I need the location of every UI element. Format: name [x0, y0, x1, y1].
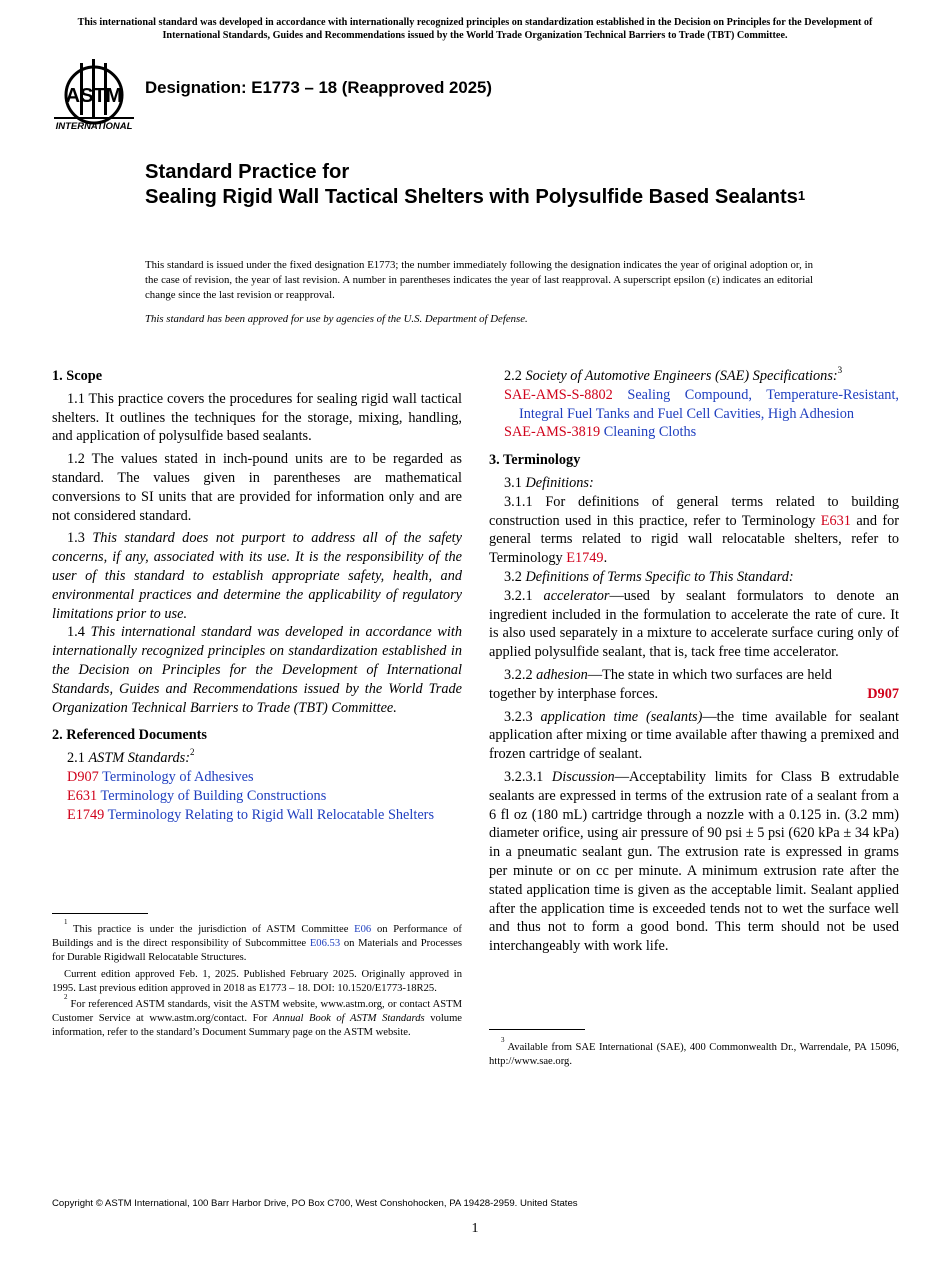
footnote-1 [52, 918, 462, 966]
defined-term: application time (sealants) [540, 708, 703, 725]
para-text: —Acceptability limits for Class B extrudable sealants are expressed in terms of the extrusion rate of a sealant from a 6 fl oz (180 mL) cartridge through a nozzle with a 0.125 in. (3.2 mm) diameter orifice, using air pressure of 90 psi ± 5 psi (620 kPa ± 34 kPa) in a pneumatic sealant gun. The extrusion rate is expressed in grams per minute or on cc per minute. A minimum extrusion rate after the stated application time is given as the acceptable limit. Sealant applied after the application time is exceeded tends not to wet the surface well and thus not to form a good bond. This term should not be used interchangeably with work life. [489, 768, 900, 955]
footnote-number: 3 [501, 1036, 505, 1044]
footnote-text: on Performance of Buildings and is the direct responsibility of Subcommittee [52, 924, 462, 950]
defined-term: Discussion [551, 768, 615, 785]
ref-link-e631[interactable]: E631 [820, 512, 851, 529]
issuance-note: This standard is issued under the fixed designation E1773; the number immediately following the designation indicates the year of original adoption or, in the case of revision, the year of last revision. A number in parentheses indicates the year of last reapproval. A superscript epsilon (ε) indicates an editorial change since the last revision or reapproval. [145, 259, 813, 301]
wto-notice: This international standard was developed in accordance with internationally recognized principles on standardization established in the Decision on Principles for the Development of International Standards, Guides and Recommendations issued by the World Trade Organization Technical Barriers to Trade (TBT) Committee. [77, 17, 873, 41]
para-number: 3.1 [504, 474, 522, 491]
ref-title-link[interactable]: Terminology of Building Constructions [100, 787, 327, 804]
para-text: This standard does not purport to address all of the safety concerns, if any, associated with its use. It is the responsibility of the user of this standard to establish appropriate safety, health, and environmental practices and determine the applicability of regulatory limitations prior to use. [52, 530, 462, 622]
paragraph-3-1-1 [489, 493, 899, 568]
para-label: Society of Automotive Engineers (SAE) Specifications: [525, 368, 838, 384]
paragraph-1-3 [52, 529, 462, 623]
left-column [52, 367, 462, 824]
title-line-1: Standard Practice for [145, 161, 350, 183]
para-number: 2.2 [504, 368, 522, 384]
ref-code-link[interactable]: SAE-AMS-S-8802 [504, 386, 613, 403]
para-number: 1.3 [67, 530, 85, 547]
para-text: —the time available for sealant application after mixing or time available after thawing a premixed and frozen cartridge of sealant. [489, 708, 900, 763]
footnote-marker[interactable]: 3 [837, 365, 843, 376]
page-number: 1 [471, 1221, 479, 1236]
footnote-text: on Materials and Processes for Durable Rigidwall Relocatable Structures. [52, 938, 462, 964]
dod-approval-note: This standard has been approved for use by agencies of the U.S. Department of Defense. [145, 313, 528, 325]
ref-item-sae-ams-3819[interactable] [489, 423, 899, 442]
ref-title-link[interactable]: Cleaning Cloths [603, 424, 697, 441]
ref-code-link[interactable]: SAE-AMS-3819 [504, 424, 601, 441]
subcommittee-link-e06-53[interactable]: E06.53 [309, 938, 341, 950]
para-number: 3.2.3.1 [504, 768, 544, 785]
para-number: 3.2.2 [504, 666, 533, 683]
paragraph-2-2 [489, 367, 899, 386]
ref-code-link[interactable]: E631 [67, 787, 98, 804]
ref-code-link[interactable]: E1749 [67, 806, 105, 823]
copyright-footer: Copyright © ASTM International, 100 Barr Harbor Drive, PO Box C700, West Conshohocken, PA 19428-2959. United States [52, 1198, 578, 1209]
paragraph-3-2-1 [489, 587, 899, 662]
defined-term: adhesion [536, 666, 588, 683]
ref-link-d907[interactable]: D907 [867, 685, 899, 702]
ref-item-sae-ams-s-8802[interactable] [489, 386, 899, 424]
footnote-number: 1 [64, 918, 68, 926]
paragraph-2-1 [52, 749, 462, 768]
para-text: together by interphase forces. [489, 685, 659, 702]
ref-item-e631[interactable] [52, 787, 462, 806]
footnote-3 [489, 1036, 899, 1069]
para-number: 3.2 [504, 568, 522, 585]
para-text: . [603, 550, 608, 567]
committee-link-e06[interactable]: E06 [354, 924, 372, 935]
astm-logo-icon [52, 55, 136, 133]
paragraph-1-1: 1.1 This practice covers the procedures for sealing rigid wall tactical shelters. It outlines the techniques for the storage, mixing, handling, and application of polysulfide based sealants. [52, 390, 462, 445]
footnote-text: volume information, refer to the standard’s Document Summary page on the ASTM website. [52, 1013, 463, 1039]
footnote-1-edition: Current edition approved Feb. 1, 2025. Published February 2025. Originally approved in 1995. Last previous edition approved in 2018 as E1773 – 18. DOI: 10.1520/E1773-18R25. [52, 968, 462, 994]
para-text: —used by sealant formulators to denote an ingredient included in the formulation to accelerate the rate of cure. It is also used separately in a mixture to accelerate surface curing only of applied polysulfide sealant, that is, tack free time accelerator. [489, 587, 900, 661]
para-text: This international standard was developed in accordance with internationally recognized principles on standardization established in the Decision on Principles for the Development of International Standards, Guides and Recommendations issued by the World Trade Organization Technical Barriers to Trade (TBT) Committee. [52, 624, 463, 716]
footnotes-right [489, 1029, 899, 1071]
paragraph-3-2-3 [489, 708, 899, 764]
designation: Designation: E1773 – 18 (Reapproved 2025) [145, 78, 492, 97]
paragraph-3-1 [489, 474, 899, 493]
section-heading-referenced-documents: 2. Referenced Documents [52, 727, 207, 744]
ref-title-link[interactable]: Terminology Relating to Rigid Wall Relocatable Shelters [107, 806, 435, 823]
paragraph-3-2-2 [489, 666, 899, 704]
para-number: 2.1 [67, 750, 85, 767]
ref-item-e1749[interactable] [52, 806, 462, 825]
paragraph-1-2: 1.2 The values stated in inch-pound units are to be regarded as standard. The values given in parentheses are mathematical conversions to SI units that are provided for information only and are not considered standard. [52, 451, 462, 524]
footnote-text: This practice is under the jurisdiction of ASTM Committee [73, 924, 349, 935]
para-label: Definitions: [525, 474, 594, 491]
paragraph-3-2-3-1 [489, 768, 899, 956]
document-title [145, 160, 845, 210]
para-label: ASTM Standards: [88, 750, 190, 767]
footnotes-left [52, 913, 462, 1043]
footnote-marker[interactable]: 2 [190, 747, 195, 758]
defined-term: accelerator [543, 587, 610, 604]
para-label: Definitions of Terms Specific to This Standard: [525, 568, 794, 585]
para-text: and for general terms related to rigid wall relocatable shelters, refer to Terminology [489, 512, 899, 567]
footnote-text: For referenced ASTM standards, visit the ASTM website, www.astm.org, or contact ASTM Customer Service at www.astm.org/contact. For [52, 999, 462, 1025]
astm-logo-subtitle: INTERNATIONAL [55, 121, 133, 132]
paragraph-1-4 [52, 623, 462, 717]
ref-link-e1749[interactable]: E1749 [566, 550, 604, 567]
footnote-text: Available from SAE International (SAE), 400 Commonwealth Dr., Warrendale, PA 15096, http://www.sae.org. [489, 1042, 899, 1068]
footnote-number: 2 [64, 993, 68, 1002]
para-number: 3.2.3 [504, 708, 533, 725]
para-number: 3.2.1 [504, 587, 533, 604]
right-column [489, 367, 899, 956]
ref-item-d907[interactable] [52, 768, 462, 787]
section-heading-terminology: 3. Terminology [489, 452, 581, 469]
para-text: —The state in which two surfaces are held [587, 666, 832, 683]
ref-title-link[interactable]: Terminology of Adhesives [102, 768, 254, 785]
title-footnote-marker: 1 [797, 188, 806, 203]
astm-international-logo [52, 55, 136, 133]
astm-logo-wordmark: ASTM [65, 85, 123, 107]
title-line-2 [145, 185, 845, 210]
footnote-text: Annual Book of ASTM Standards [272, 1013, 425, 1025]
ref-code-link[interactable]: D907 [67, 768, 99, 785]
section-heading-scope: 1. Scope [52, 368, 103, 384]
paragraph-3-2 [489, 568, 899, 587]
ref-title-link[interactable]: Sealing Compound, Temperature-Resistant, Integral Fuel Tanks and Fuel Cell Cavities, High Adhesion [519, 386, 899, 422]
title-main: Sealing Rigid Wall Tactical Shelters with Polysulfide Based Sealants [145, 186, 798, 208]
footnote-2 [52, 993, 463, 1041]
para-number: 1.4 [67, 624, 85, 641]
para-text: 3.1.1 For definitions of general terms related to building construction used in this practice, refer to Terminology [489, 493, 899, 529]
